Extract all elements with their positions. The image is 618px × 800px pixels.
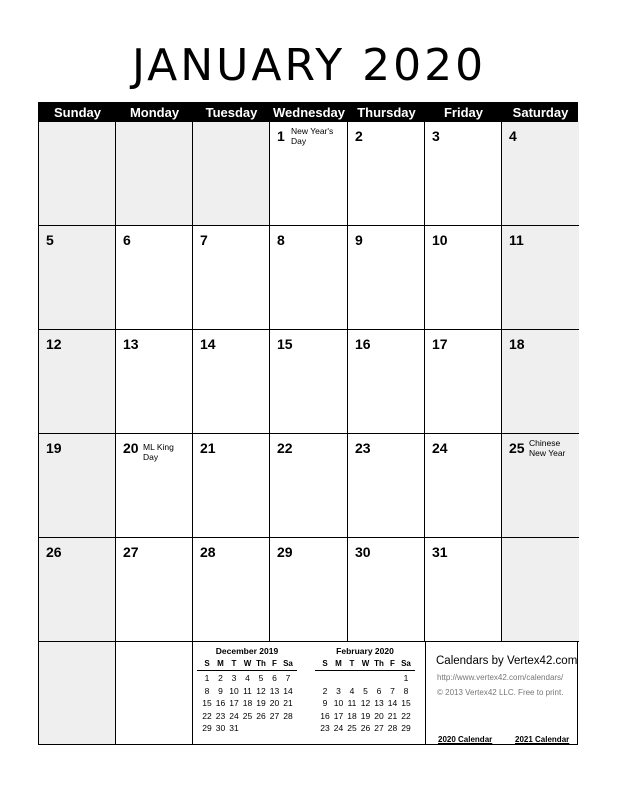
calendar-title: JANUARY 2020 (131, 40, 487, 91)
day-number: 14 (200, 336, 216, 352)
mini-day: 1 (403, 673, 409, 683)
mini-day: 23 (215, 710, 226, 721)
mini-day: 27 (269, 710, 280, 721)
day-number: 22 (277, 440, 293, 456)
mini-day: 6 (272, 673, 277, 683)
mini-day: 16 (215, 698, 226, 708)
calendar-grid (38, 102, 578, 745)
mini-day: 21 (283, 698, 293, 708)
mini-day: 28 (387, 723, 398, 733)
mini-dow: Th (374, 659, 384, 668)
mini-day: 4 (349, 685, 355, 696)
day-number: 15 (277, 336, 293, 352)
mini-day: 8 (204, 685, 210, 696)
mini-day: 3 (231, 673, 237, 683)
mini-dow: M (335, 659, 342, 668)
day-number: 30 (355, 544, 371, 560)
day-cell[interactable] (425, 122, 502, 226)
day-number: 5 (46, 232, 54, 248)
day-cell[interactable] (348, 226, 425, 330)
mini-week-row (197, 685, 297, 697)
mini-dow: Th (256, 659, 266, 668)
mini-day: 5 (258, 673, 264, 683)
day-cell[interactable] (39, 226, 116, 330)
mini-week-row (197, 722, 297, 734)
mini-calendar-title: December 2019 (215, 646, 279, 656)
mini-day: 13 (269, 685, 280, 696)
mini-calendar (197, 646, 297, 736)
mini-day: 25 (347, 723, 357, 733)
mini-day: 15 (202, 698, 212, 708)
day-cell[interactable] (39, 538, 116, 642)
mini-week-row (315, 710, 415, 722)
weekday-wednesday: Wednesday (272, 105, 345, 120)
mini-day: 10 (333, 698, 344, 708)
mini-dow: Sa (401, 659, 411, 668)
day-cell[interactable] (116, 434, 193, 538)
day-number: 16 (355, 336, 371, 352)
mini-day: 4 (245, 673, 250, 683)
mini-week-row (197, 672, 297, 684)
day-number: 20 (123, 440, 139, 456)
mini-day: 15 (401, 698, 411, 708)
weekday-friday: Friday (443, 105, 483, 120)
mini-day: 3 (336, 685, 341, 696)
mini-dow: T (231, 659, 237, 668)
mini-day: 7 (390, 685, 395, 696)
day-cell[interactable] (116, 226, 193, 330)
day-number: 4 (509, 128, 517, 144)
day-number: 18 (509, 336, 525, 352)
day-cell[interactable] (425, 226, 502, 330)
day-number: 1 (277, 128, 285, 144)
day-cell[interactable] (502, 226, 579, 330)
day-number: 2 (355, 128, 363, 144)
day-cell[interactable] (502, 434, 579, 538)
day-cell[interactable] (39, 434, 116, 538)
mini-day: 24 (333, 723, 344, 733)
holiday-label: ML King Day (143, 442, 174, 462)
mini-dow: W (243, 659, 252, 668)
day-number: 19 (46, 440, 62, 456)
day-number: 8 (277, 232, 285, 248)
mini-day: 14 (387, 698, 398, 708)
weekday-thursday: Thursday (357, 105, 416, 120)
mini-day: 10 (229, 685, 239, 696)
mini-day: 29 (202, 723, 212, 733)
link-2021-calendar[interactable]: 2021 Calendar (515, 735, 570, 744)
day-number: 28 (200, 544, 216, 560)
brand-text: Calendars by Vertex42.com (436, 655, 578, 667)
mini-week-row (315, 722, 415, 734)
day-cell[interactable] (39, 122, 116, 226)
mini-day: 26 (256, 710, 266, 721)
day-number: 23 (355, 440, 371, 456)
holiday-label: New Year's Day (291, 126, 334, 146)
day-cell[interactable] (116, 538, 193, 642)
mini-day: 18 (347, 710, 357, 721)
day-number: 17 (432, 336, 448, 352)
mini-day: 9 (322, 698, 328, 708)
day-number: 9 (355, 232, 363, 248)
mini-week-row (315, 672, 415, 684)
mini-day: 11 (243, 685, 252, 696)
day-cell[interactable] (502, 122, 579, 226)
weekday-saturday: Saturday (512, 105, 569, 120)
mini-week-row (197, 710, 297, 722)
mini-day: 19 (360, 710, 371, 721)
mini-day: 8 (403, 685, 409, 696)
mini-day: 22 (401, 710, 411, 721)
day-cell[interactable] (193, 434, 270, 538)
day-cell[interactable] (116, 330, 193, 434)
footer-cell (39, 642, 116, 744)
day-number: 31 (432, 544, 448, 560)
day-number: 12 (46, 336, 62, 352)
mini-day: 23 (320, 723, 330, 733)
mini-day: 16 (320, 710, 330, 721)
day-number: 27 (123, 544, 139, 560)
mini-day: 6 (376, 685, 382, 696)
day-cell[interactable] (270, 226, 348, 330)
weekday-tuesday: Tuesday (205, 105, 258, 120)
day-number: 26 (46, 544, 62, 560)
mini-day: 20 (269, 698, 280, 708)
mini-day: 27 (374, 723, 384, 733)
day-cell[interactable] (425, 538, 502, 642)
day-number: 25 (509, 440, 525, 456)
mini-calendar-title: February 2020 (336, 646, 394, 656)
mini-day: 12 (360, 698, 371, 708)
day-cell[interactable] (39, 330, 116, 434)
mini-day: 2 (218, 673, 223, 683)
mini-day: 17 (333, 710, 344, 721)
brand-url[interactable]: http://www.vertex42.com/calendars/ (437, 673, 564, 682)
mini-week-row (197, 697, 297, 709)
day-cell[interactable] (270, 538, 348, 642)
mini-day: 22 (202, 710, 212, 721)
link-2020-calendar[interactable]: 2020 Calendar (438, 735, 493, 744)
mini-dow: S (322, 659, 328, 668)
mini-day: 18 (242, 698, 253, 708)
weekday-header (39, 103, 577, 122)
day-cell[interactable] (348, 122, 425, 226)
mini-day: 20 (374, 710, 384, 721)
mini-dow: T (349, 659, 355, 668)
day-number: 11 (509, 232, 524, 248)
mini-day: 9 (218, 685, 223, 696)
day-cell[interactable] (270, 122, 348, 226)
day-cell[interactable] (348, 330, 425, 434)
weekday-sunday: Sunday (54, 105, 101, 120)
day-number: 7 (200, 232, 208, 248)
weekday-monday: Monday (129, 105, 180, 120)
mini-dow-row (315, 658, 415, 671)
mini-day: 30 (215, 723, 226, 733)
day-cell[interactable] (116, 122, 193, 226)
day-number: 24 (432, 440, 448, 456)
mini-day: 31 (229, 723, 239, 733)
day-number: 21 (200, 440, 216, 456)
day-number: 29 (277, 544, 293, 560)
mini-week-row (315, 685, 415, 697)
mini-dow: S (204, 659, 210, 668)
day-number: 13 (123, 336, 139, 352)
mini-day: 28 (283, 710, 293, 721)
mini-day: 21 (387, 710, 398, 721)
day-cell[interactable] (270, 434, 348, 538)
mini-day: 26 (360, 723, 371, 733)
mini-day: 14 (283, 685, 293, 696)
day-cell[interactable] (270, 330, 348, 434)
day-number: 6 (123, 232, 131, 248)
day-cell[interactable] (502, 538, 579, 642)
footer-divider (425, 642, 426, 744)
mini-day: 25 (242, 710, 253, 721)
day-cell[interactable] (193, 226, 270, 330)
mini-dow: M (217, 659, 224, 668)
day-number: 10 (432, 232, 448, 248)
mini-dow: W (361, 659, 370, 668)
mini-day: 24 (229, 710, 239, 721)
day-cell[interactable] (193, 538, 270, 642)
mini-day: 2 (322, 685, 328, 696)
day-cell[interactable] (193, 330, 270, 434)
mini-calendar (315, 646, 415, 736)
day-cell[interactable] (348, 538, 425, 642)
mini-day: 7 (285, 673, 291, 683)
mini-day: 29 (401, 723, 411, 733)
mini-day: 5 (363, 685, 368, 696)
day-cell[interactable] (193, 122, 270, 226)
mini-dow: F (272, 659, 277, 668)
copyright-text: © 2013 Vertex42 LLC. Free to print. (437, 688, 564, 697)
mini-day: 13 (374, 698, 384, 708)
mini-day: 17 (229, 698, 239, 708)
holiday-label: Chinese New Year (529, 438, 566, 458)
mini-day: 11 (347, 698, 357, 708)
mini-dow-row (197, 658, 297, 671)
mini-day: 19 (256, 698, 266, 708)
footer-cell (116, 642, 193, 744)
day-number: 3 (432, 128, 440, 144)
day-cell[interactable] (502, 330, 579, 434)
day-cell[interactable] (348, 434, 425, 538)
day-cell[interactable] (425, 330, 502, 434)
mini-dow: Sa (283, 659, 293, 668)
mini-day: 1 (204, 673, 210, 683)
day-cell[interactable] (425, 434, 502, 538)
mini-day: 12 (256, 685, 266, 696)
mini-week-row (315, 697, 415, 709)
mini-dow: F (390, 659, 395, 668)
